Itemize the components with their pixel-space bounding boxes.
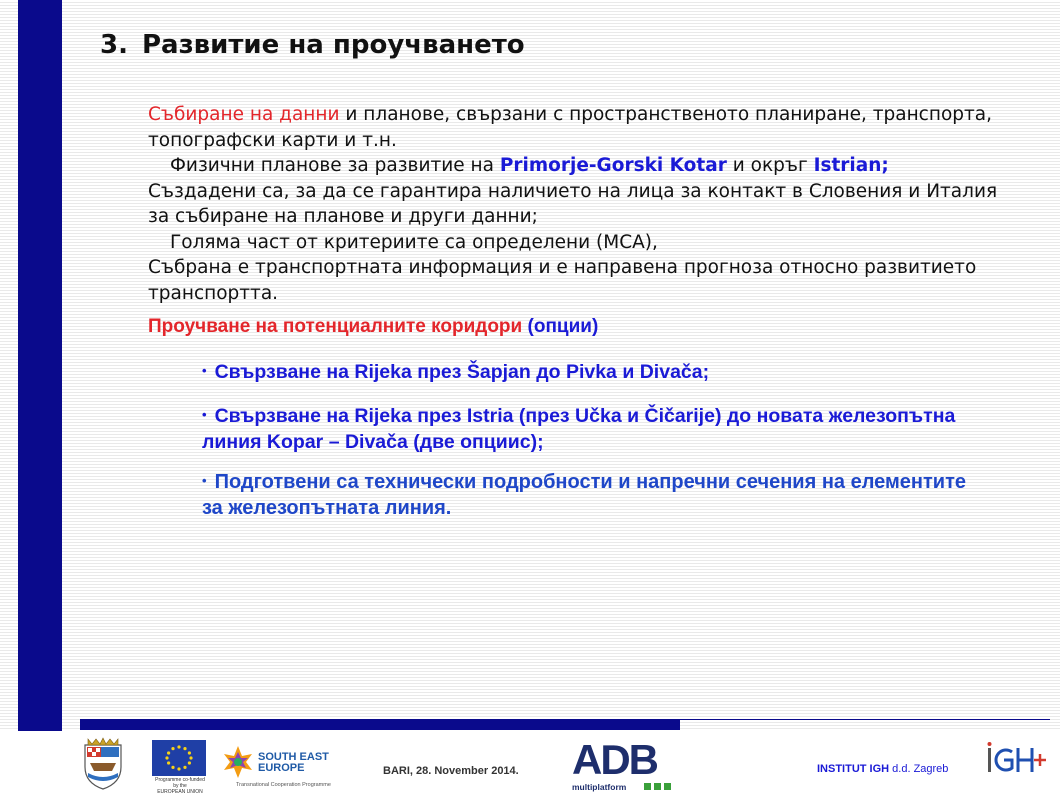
bullet-text: Свързване на Rijeka през Istria (през Učka и Čičarije) до новата железопътна линия Kopar – Divača (две опциис); bbox=[202, 405, 956, 453]
adb-square-icon bbox=[664, 783, 671, 790]
igh-logo bbox=[986, 740, 1048, 780]
crest-icon bbox=[82, 737, 124, 791]
place-istrian: Istrian; bbox=[813, 155, 889, 176]
institute-location: d.d. Zagreb bbox=[889, 763, 949, 775]
footer-date: BARI, 28. November 2014. bbox=[383, 765, 519, 777]
see-title-line1: SOUTH EAST bbox=[258, 751, 329, 763]
eu-caption bbox=[152, 777, 208, 795]
adb-logo-tagline: multiplatform bbox=[572, 782, 627, 792]
left-accent-bar bbox=[18, 0, 62, 800]
county-crest-logo bbox=[82, 737, 124, 791]
eu-flag-icon bbox=[152, 740, 206, 776]
data-collection-label: Събиране на данни bbox=[148, 104, 340, 125]
bullet-marker: • bbox=[202, 473, 207, 488]
footer-divider-thick bbox=[80, 719, 680, 730]
slide-title-text: Развитие на проучването bbox=[141, 30, 525, 60]
eu-logo bbox=[152, 740, 208, 795]
paragraph-criteria: Голяма част от критериите са определени (MCA), bbox=[170, 231, 658, 253]
bullet-marker: • bbox=[202, 407, 207, 422]
eu-caption-line2: EUROPEAN UNION bbox=[157, 789, 203, 795]
data-collection-text: и планове, свързани с пространственото планиране, транспорта, топографски карти и т.н. bbox=[148, 104, 993, 151]
adb-logo-letters: ADB bbox=[572, 736, 657, 783]
bullet-item bbox=[202, 468, 992, 521]
paragraph-transport: Събрана е транспортната информация и е направена прогноза относно развитието транспортта. bbox=[148, 257, 977, 304]
see-star-icon bbox=[220, 744, 256, 780]
south-east-europe-logo bbox=[220, 744, 334, 792]
slide-title-number: 3. bbox=[100, 30, 128, 60]
bullet-item bbox=[202, 402, 992, 455]
bullet-text: Свързване на Rijeka през Šapjan до Pivka и Divača; bbox=[214, 361, 710, 383]
paragraph-data-collection bbox=[148, 102, 998, 153]
igh-logo-icon bbox=[986, 740, 1048, 780]
adb-logo bbox=[566, 738, 678, 794]
section-heading-options: (опции) bbox=[522, 316, 599, 337]
eu-caption-line1: Programme co-funded by the bbox=[155, 777, 205, 789]
institute-name: INSTITUT IGH bbox=[817, 763, 890, 775]
bullet-text: Подготвени са технически подробности и напречни сечения на елементите за железопътната линия. bbox=[202, 471, 967, 519]
physical-plans-text: Физични планове за развитие на bbox=[170, 155, 500, 176]
adb-square-icon bbox=[644, 783, 651, 790]
section-heading-corridors bbox=[148, 316, 598, 338]
section-heading-red: Проучване на потенциалните коридори bbox=[148, 316, 523, 337]
see-title bbox=[258, 752, 329, 774]
place-primorje: Primorje-Gorski Kotar bbox=[499, 155, 727, 176]
physical-plans-mid: и окръг bbox=[726, 155, 814, 176]
footer-institute bbox=[817, 763, 948, 775]
bullet-marker: • bbox=[202, 363, 207, 378]
see-title-line2: EUROPE bbox=[258, 762, 305, 774]
paragraph-physical-plans bbox=[148, 153, 998, 179]
body-text bbox=[148, 102, 998, 306]
bullet-item bbox=[202, 358, 992, 385]
slide-title bbox=[100, 30, 525, 60]
paragraph-contacts: Създадени са, за да се гарантира наличието на лица за контакт в Словения и Италия за събиране на планове и други данни; bbox=[148, 180, 998, 227]
adb-square-icon bbox=[654, 783, 661, 790]
footer-divider-thin bbox=[680, 719, 1050, 720]
see-tagline: Transnational Cooperation Programme bbox=[236, 782, 331, 788]
